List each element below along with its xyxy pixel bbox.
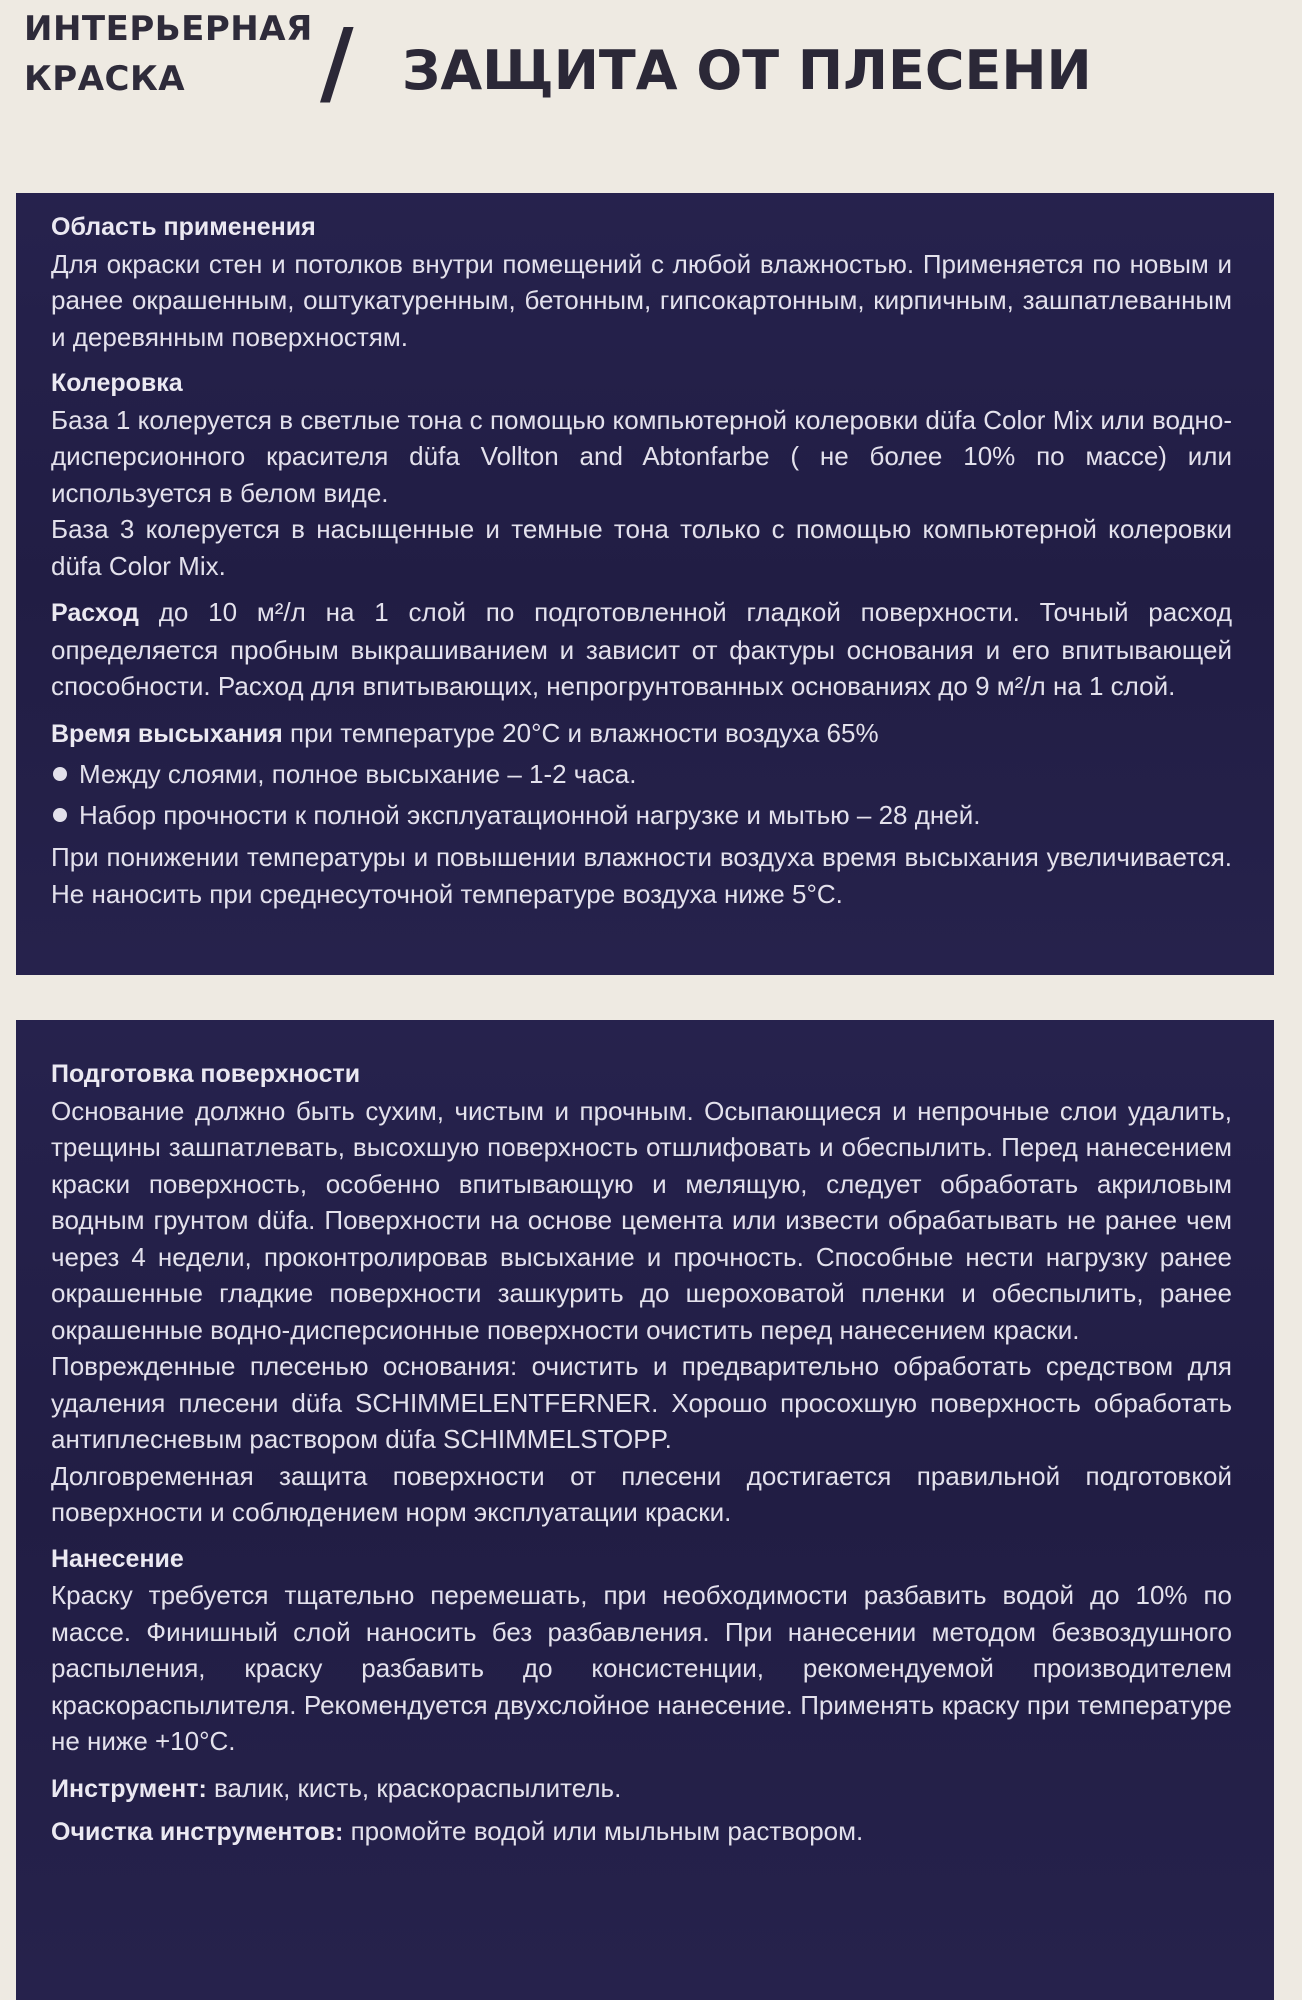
product-type-line-2: КРАСКА <box>24 59 186 99</box>
tools-paragraph <box>51 1770 1232 1808</box>
application-text: Краску требуется тщательно перемешать, при необходимости разбавить водой до 10% по массе. Финишный слой наносить без разбавления. При нанесении методом безвоздушного распыления, краску разбавить до консистенции, рекомендуемой производителем краскораспылителя. Рекомендуется двухслойное нанесение. Применять краску при температуре не ниже +10°С. <box>51 1580 1232 1756</box>
section-title-surface-preparation: Подготовка поверхности <box>51 1060 361 1088</box>
drying-intro-paragraph <box>51 715 1232 753</box>
section-title-tools: Инструмент: <box>51 1774 207 1803</box>
drying-bullet-item: Между слоями, полное высыхание – 1-2 часа. <box>51 756 1232 793</box>
section-title-application-area: Область применения <box>51 213 316 241</box>
drying-intro-text: при температуре 20°С и влажности воздуха 65% <box>282 717 879 748</box>
product-title: ЗАЩИТА ОТ ПЛЕСЕНИ <box>402 39 1092 102</box>
tinting-base3-text: База 3 колеруется в насыщенные и темные тона только с помощью компьютерной колеровки düfa Color Mix. <box>51 514 1232 581</box>
label-header <box>0 0 1302 150</box>
section-title-application: Нанесение <box>51 1544 184 1573</box>
section-title-tool-cleaning: Очистка инструментов: <box>51 1818 344 1846</box>
application-area-text: Для окраски стен и потолков внутри помещений с любой влажностью. Применяется по новым и ранее окрашенным, оштукатуренным, бетонным, гипсокартонным, кирпичным, зашпатлеванным и деревянным поверхностям. <box>51 248 1232 352</box>
section-tools <box>51 1770 1232 1808</box>
info-panel-preparation <box>16 1020 1274 2000</box>
tools-text: валик, кисть, краскораспылитель. <box>206 1772 622 1803</box>
cleaning-text: промойте водой или мыльным раствором. <box>343 1816 864 1846</box>
section-application-area <box>51 209 1232 355</box>
consumption-text: до 10 м²/л на 1 слой по подготовленной гладкой поверхности. Точный расход определяется пробным выкрашиванием и зависит от фактуры основания и его впитывающей способности. Расход для впитывающих, непрогрунтованных основаниях до 9 м²/л на 1 слой. <box>51 597 1232 701</box>
section-title-tinting: Колеровка <box>51 369 183 397</box>
tinting-base1-text: База 1 колеруется в светлые тона с помощью компьютерной колеровки düfa Color Mix или водно-дисперсионного красителя düfa Vollton and Abtonfarbe ( не более 10% по массе) или используется в белом виде. <box>51 404 1232 508</box>
section-drying-time <box>51 715 1232 913</box>
product-type-line-1: ИНТЕРЬЕРНАЯ <box>24 9 313 49</box>
drying-bullet-item: Набор прочности к полной эксплуатационной нагрузке и мытью – 28 дней. <box>51 797 1232 834</box>
section-tool-cleaning <box>51 1813 1232 1851</box>
drying-bullet-list <box>51 756 1232 833</box>
preparation-text-1: Основание должно быть сухим, чистым и прочным. Осыпающиеся и непрочные слои удалить, трещины зашпатлевать, высохшую поверхность отшлифовать и обеспылить. Перед нанесением краски поверхность, особенно впитывающую и мелящую, следует обработать акриловым водным грунтом düfa. Поверхности на основе цемента или извести обрабатывать не ранее чем через 4 недели, проконтролировав высыхание и прочность. Способные нести нагрузку ранее окрашенные гладкие поверхности зашкурить до шероховатой пленки и обеспылить, ранее окрашенные водно-дисперсионные поверхности очистить перед нанесением краски. <box>51 1095 1232 1345</box>
drying-note-text: При понижении температуры и повышении влажности воздуха время высыхания увеличивается. Не наносить при среднесуточной температуре воздуха ниже 5°С. <box>51 842 1232 909</box>
section-consumption <box>51 594 1232 705</box>
section-tinting <box>51 365 1232 584</box>
section-title-consumption: Расход <box>51 599 139 627</box>
preparation-text-2: Поврежденные плесенью основания: очистить и предварительно обработать средством для удаления плесени düfa SCHIMMELENTFERNER. Хорошо просохшую поверхность обработать антиплесневым раствором düfa SCHIMMELSTOPP. <box>51 1351 1232 1454</box>
info-panel-usage <box>16 193 1274 975</box>
section-application <box>51 1541 1232 1760</box>
section-title-drying-time: Время высыхания <box>51 719 283 748</box>
preparation-text-3: Долговременная защита поверхности от плесени достигается правильной подготовкой поверхности и соблюдением норм эксплуатации краски. <box>51 1460 1232 1527</box>
product-type <box>24 4 313 104</box>
header-slash: / <box>320 9 354 116</box>
cleaning-paragraph <box>51 1813 1232 1851</box>
section-surface-preparation <box>51 1056 1232 1531</box>
consumption-paragraph <box>51 594 1232 705</box>
